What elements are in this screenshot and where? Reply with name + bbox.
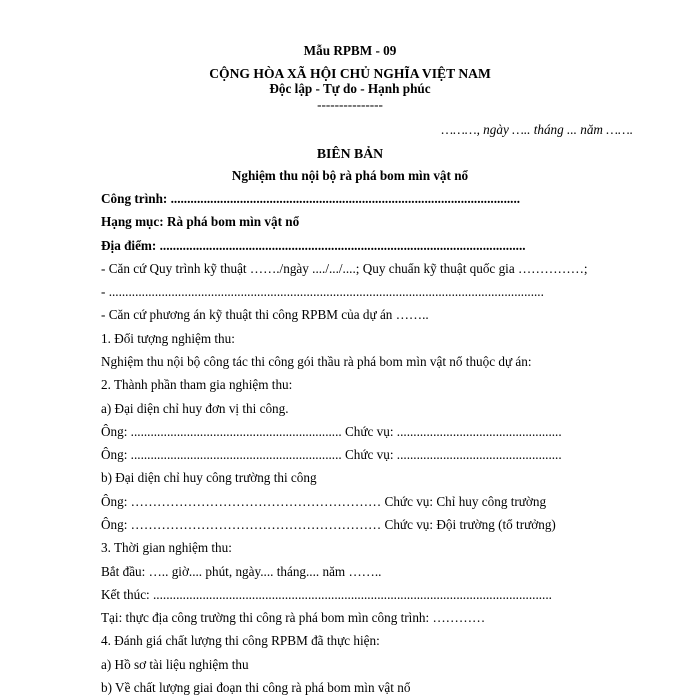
- section-2a-heading: a) Đại diện chỉ huy đơn vị thi công.: [101, 401, 289, 416]
- field-hang-muc: Hạng mục: Rà phá bom mìn vật nổ: [101, 214, 300, 229]
- form-code: Mẫu RPBM - 09: [303, 43, 397, 58]
- field-cong-trinh: Công trình: ..........................................................................................................: [101, 191, 521, 206]
- document-title: BIÊN BẢN: [316, 146, 384, 161]
- section-1-heading: 1. Đối tượng nghiệm thu:: [101, 331, 235, 346]
- start-time-line: Bắt đầu: ….. giờ.... phút, ngày.... tháng.... năm ……..: [101, 564, 382, 579]
- section-2-heading: 2. Thành phần tham gia nghiệm thu:: [101, 377, 293, 392]
- member-a2-line: Ông: ................................................................ Chức vụ: ..................................................: [101, 447, 562, 462]
- section-4a-heading: a) Hồ sơ tài liệu nghiệm thu: [101, 657, 249, 672]
- location-line: Tại: thực địa công trường thi công rà phá bom mìn công trình: …………: [101, 610, 486, 625]
- can-cu-quy-trinh: - Căn cứ Quy trình kỹ thuật ……./ngày ..../.../....; Quy chuẩn kỹ thuật quốc gia ……………;: [101, 261, 588, 276]
- section-2b-heading: b) Đại diện chỉ huy công trường thi công: [101, 470, 317, 485]
- section-1-text: Nghiệm thu nội bộ công tác thi công gói thầu rà phá bom mìn vật nổ thuộc dự án:: [101, 354, 532, 369]
- national-motto: Độc lập - Tự do - Hạnh phúc: [269, 81, 431, 96]
- section-4-heading: 4. Đánh giá chất lượng thi công RPBM đã thực hiện:: [101, 633, 380, 648]
- field-dia-diem: Địa điểm: ...............................................................................................................: [101, 238, 526, 253]
- member-a1-line: Ông: ................................................................ Chức vụ: ..................................................: [101, 424, 562, 439]
- section-4b-heading: b) Về chất lượng giai đoạn thi công rà phá bom mìn vật nổ: [101, 680, 411, 695]
- can-cu-blank: - ....................................................................................................................................: [101, 284, 544, 299]
- member-b1-line: Ông: ………………………………………………… Chức vụ: Chỉ huy công trường: [101, 494, 547, 509]
- date-line: ………, ngày ….. tháng ... năm …….: [441, 122, 633, 137]
- country-name: CỘNG HÒA XÃ HỘI CHỦ NGHĨA VIỆT NAM: [209, 66, 491, 81]
- end-time-line: Kết thúc: .........................................................................................................................: [101, 587, 552, 602]
- header-separator: ---------------: [317, 97, 383, 112]
- document-subtitle: Nghiệm thu nội bộ rà phá bom mìn vật nổ: [231, 168, 469, 183]
- member-b2-line: Ông: ………………………………………………… Chức vụ: Đội trường (tổ trưởng): [101, 517, 556, 532]
- can-cu-phuong-an: - Căn cứ phương án kỹ thuật thi công RPBM của dự án ……..: [101, 307, 429, 322]
- section-3-heading: 3. Thời gian nghiệm thu:: [101, 540, 232, 555]
